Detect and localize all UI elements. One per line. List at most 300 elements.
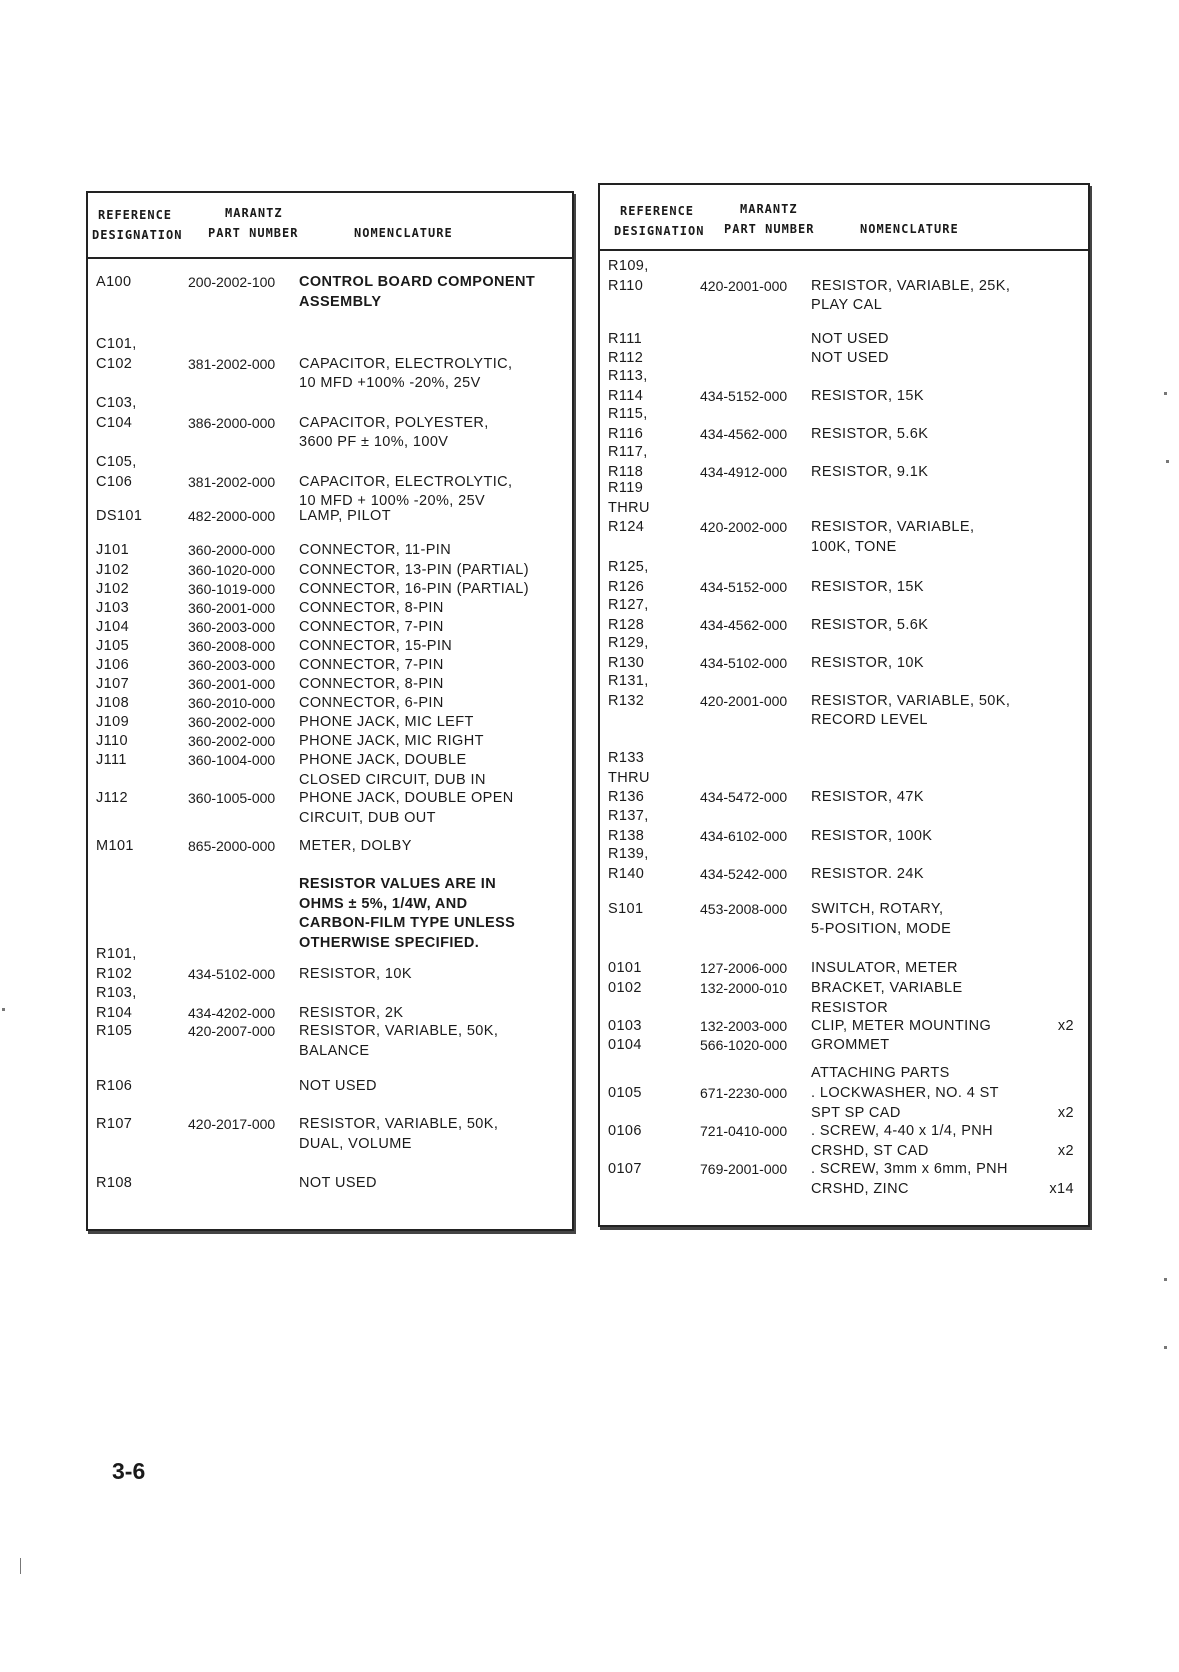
nomenclature-line: CONNECTOR, 7-PIN: [299, 619, 444, 635]
reference-designation: [608, 405, 648, 444]
part-number: 434-4562-000: [700, 425, 788, 442]
nomenclature-line: CONNECTOR, 13-PIN (PARTIAL): [299, 562, 529, 578]
nomenclature-line: RESISTOR VALUES ARE IN: [299, 876, 497, 892]
part-number: 420-2001-000: [700, 277, 788, 294]
nomenclature-line: CARBON-FILM TYPE UNLESS: [299, 915, 516, 931]
reference-designation: [608, 900, 643, 920]
nomenclature-line: 5-POSITION, MODE: [811, 920, 952, 937]
scan-speck: [20, 1558, 21, 1574]
part-number: 420-2002-000: [700, 519, 788, 535]
nomenclature: [299, 751, 486, 790]
nomenclature: [811, 1036, 890, 1056]
reference-line: R118: [608, 463, 644, 480]
reference-designation: [608, 1036, 642, 1056]
reference-line: C103,: [96, 395, 137, 411]
reference-line: 0106: [608, 1123, 642, 1139]
part-number: 420-2007-000: [188, 1023, 276, 1039]
reference-line: R126: [608, 578, 645, 595]
nomenclature-line: RESISTOR, VARIABLE, 50K,: [811, 692, 1011, 709]
reference-line: 0101: [608, 960, 642, 976]
reference-line: J106: [96, 657, 130, 673]
nomenclature: [299, 789, 514, 828]
nomenclature-line: RESISTOR, VARIABLE, 50K,: [299, 1116, 499, 1132]
nomenclature-line: PHONE JACK, DOUBLE OPEN: [299, 790, 514, 806]
nomenclature: [811, 349, 889, 369]
reference-designation: [608, 443, 648, 482]
part-number: 200-2002-100: [188, 274, 276, 290]
part-number: 360-2003-000: [188, 619, 276, 635]
reference-line: R114: [608, 387, 644, 404]
nomenclature: [811, 827, 932, 847]
reference-designation: [96, 713, 129, 733]
reference-designation: [608, 367, 648, 406]
reference-designation: [96, 599, 129, 619]
reference-designation: [608, 1122, 642, 1142]
nomenclature-line: CAPACITOR, ELECTROLYTIC,: [299, 355, 513, 372]
reference-line: M101: [96, 838, 134, 854]
reference-designation: [608, 1017, 642, 1037]
nomenclature-line: CONNECTOR, 11-PIN: [299, 542, 452, 558]
nomenclature-line: RESISTOR, 2K: [299, 1004, 404, 1021]
reference-designation: [608, 349, 643, 369]
part-number: 434-4562-000: [700, 616, 788, 633]
nomenclature-line: BRACKET, VARIABLE: [811, 980, 963, 996]
reference-line: C105,: [96, 454, 137, 470]
reference-line: J105: [96, 638, 130, 654]
header-nomenclature: NOMENCLATURE: [860, 222, 959, 236]
header-part-line1: MARANTZ: [740, 202, 798, 216]
nomenclature-line: OTHERWISE SPECIFIED.: [299, 934, 480, 951]
nomenclature-line: CAPACITOR, POLYESTER,: [299, 414, 489, 431]
reference-designation: [96, 541, 129, 561]
nomenclature: [299, 618, 444, 638]
nomenclature: [811, 425, 928, 445]
reference-line: R130: [608, 654, 645, 671]
reference-line: 0104: [608, 1037, 642, 1053]
nomenclature-line: INSULATOR, METER: [811, 960, 958, 976]
reference-line: R108: [96, 1175, 133, 1191]
quantity: x14: [1049, 1180, 1074, 1197]
reference-designation: [608, 558, 649, 597]
nomenclature: [811, 1160, 1008, 1199]
nomenclature: [811, 692, 1010, 731]
reference-line: J102: [96, 562, 130, 578]
nomenclature-line: METER, DOLBY: [299, 838, 412, 854]
reference-line: C102: [96, 355, 133, 372]
nomenclature: [299, 694, 444, 714]
reference-designation: [96, 675, 129, 695]
nomenclature-line: BALANCE: [299, 1042, 370, 1059]
reference-line: R110: [608, 277, 644, 294]
reference-line: R109,: [608, 258, 649, 274]
nomenclature: [299, 732, 484, 752]
reference-line: THRU: [608, 499, 650, 516]
reference-line: R137,: [608, 808, 649, 824]
reference-line: R125,: [608, 559, 649, 575]
reference-designation: [96, 1022, 132, 1042]
nomenclature-line: CIRCUIT, DUB OUT: [299, 809, 436, 826]
part-number: 482-2000-000: [188, 508, 276, 524]
reference-designation: [96, 837, 134, 857]
part-number: 453-2008-000: [700, 901, 788, 917]
nomenclature: [299, 656, 444, 676]
part-number: 360-2003-000: [188, 657, 276, 673]
reference-line: R131,: [608, 673, 649, 689]
part-number: 381-2002-000: [188, 473, 276, 490]
nomenclature-line: 100K, TONE: [811, 538, 897, 555]
reference-line: THRU: [608, 769, 650, 786]
nomenclature: [811, 1064, 950, 1084]
nomenclature-line: NOT USED: [811, 350, 889, 366]
reference-line: 0103: [608, 1018, 642, 1034]
nomenclature-line: RESISTOR, 47K: [811, 789, 924, 805]
reference-designation: [96, 335, 137, 374]
reference-designation: [96, 751, 127, 771]
table-header: [88, 193, 572, 259]
part-number: 360-2008-000: [188, 638, 276, 654]
reference-line: S101: [608, 901, 644, 917]
reference-designation: [96, 561, 129, 581]
reference-designation: [96, 1077, 132, 1097]
reference-designation: [96, 618, 129, 638]
header-reference-line1: REFERENCE: [98, 208, 173, 222]
reference-line: R124: [608, 519, 645, 535]
nomenclature-line: CONNECTOR, 8-PIN: [299, 600, 444, 616]
table-body: [600, 249, 1088, 1225]
nomenclature: [811, 616, 928, 636]
nomenclature-line: CONTROL BOARD COMPONENT: [299, 274, 536, 290]
reference-designation: [96, 789, 128, 809]
reference-designation: [608, 807, 649, 846]
reference-designation: [96, 453, 137, 492]
reference-line: R136: [608, 789, 645, 805]
nomenclature: [811, 865, 924, 885]
reference-line: 0107: [608, 1161, 642, 1177]
part-number: 360-2001-000: [188, 600, 276, 616]
reference-line: R104: [96, 1004, 133, 1021]
nomenclature: [811, 387, 924, 407]
nomenclature-line: NOT USED: [811, 331, 889, 347]
reference-designation: [96, 273, 131, 293]
part-number: 434-5472-000: [700, 789, 788, 805]
nomenclature: [299, 1174, 377, 1194]
part-number: 865-2000-000: [188, 838, 276, 854]
nomenclature: [299, 837, 412, 857]
reference-designation: [608, 979, 642, 999]
scan-speck: [1164, 1346, 1167, 1349]
nomenclature-line: ASSEMBLY: [299, 293, 382, 310]
nomenclature: [811, 277, 1010, 316]
header-part-line2: PART NUMBER: [208, 226, 299, 240]
nomenclature: [299, 637, 452, 657]
nomenclature-line: CONNECTOR, 8-PIN: [299, 676, 444, 692]
reference-designation: [96, 580, 129, 600]
nomenclature-line: RESISTOR, VARIABLE, 25K,: [811, 277, 1011, 294]
part-number: 127-2006-000: [700, 960, 788, 976]
nomenclature-line: PHONE JACK, DOUBLE: [299, 752, 467, 768]
nomenclature-line: CONNECTOR, 7-PIN: [299, 657, 444, 673]
reference-designation: [96, 1115, 132, 1135]
nomenclature-line: LAMP, PILOT: [299, 508, 391, 524]
nomenclature: [811, 1017, 991, 1037]
nomenclature: [811, 900, 951, 939]
nomenclature: [299, 1115, 498, 1154]
part-number: 360-1019-000: [188, 581, 276, 597]
reference-designation: [608, 845, 649, 884]
header-part-line1: MARANTZ: [225, 206, 283, 220]
reference-line: R116: [608, 425, 644, 442]
reference-line: R128: [608, 616, 645, 633]
reference-line: J103: [96, 600, 130, 616]
part-number: 360-2002-000: [188, 733, 276, 749]
nomenclature: [811, 1084, 999, 1123]
reference-designation: [608, 257, 649, 296]
table-header: [600, 185, 1088, 251]
part-number: 360-2000-000: [188, 542, 276, 558]
nomenclature: [811, 518, 974, 557]
reference-line: R113,: [608, 368, 648, 384]
reference-designation: [96, 694, 129, 714]
reference-designation: [96, 1174, 132, 1194]
nomenclature: [811, 463, 928, 483]
part-number: 721-0410-000: [700, 1123, 788, 1139]
nomenclature-line: PHONE JACK, MIC LEFT: [299, 714, 474, 730]
reference-line: DS101: [96, 508, 143, 524]
nomenclature-line: ATTACHING PARTS: [811, 1065, 950, 1081]
reference-designation: [608, 596, 649, 635]
reference-designation: [608, 959, 642, 979]
nomenclature: [299, 561, 529, 581]
nomenclature-line: CAPACITOR, ELECTROLYTIC,: [299, 473, 513, 490]
reference-line: R111: [608, 331, 643, 347]
reference-designation: [608, 634, 649, 673]
nomenclature: [299, 355, 512, 394]
parts-table-left: [86, 191, 574, 1231]
header-reference-line1: REFERENCE: [620, 204, 695, 218]
nomenclature: [299, 1004, 403, 1024]
nomenclature-line: . SCREW, 3mm x 6mm, PNH: [811, 1161, 1008, 1177]
reference-line: J110: [96, 733, 128, 749]
scan-speck: [2, 1008, 5, 1011]
reference-designation: [96, 656, 129, 676]
scan-speck: [1164, 392, 1167, 395]
reference-line: R139,: [608, 846, 649, 862]
part-number: 434-6102-000: [700, 827, 788, 844]
reference-line: J111: [96, 752, 127, 768]
nomenclature: [299, 675, 444, 695]
header-part-line2: PART NUMBER: [724, 222, 815, 236]
part-number: 434-4202-000: [188, 1004, 276, 1021]
nomenclature: [299, 541, 451, 561]
nomenclature-line: CLIP, METER MOUNTING: [811, 1018, 992, 1034]
reference-designation: [608, 1084, 642, 1104]
nomenclature-line: OHMS ± 5%, 1/4W, AND: [299, 895, 468, 912]
part-number: 566-1020-000: [700, 1037, 788, 1053]
part-number: 434-5152-000: [700, 578, 788, 595]
nomenclature: [299, 1077, 377, 1097]
reference-line: R105: [96, 1023, 133, 1039]
part-number: 434-5102-000: [188, 965, 276, 982]
nomenclature: [299, 273, 535, 312]
part-number: 434-5102-000: [700, 654, 788, 671]
reference-designation: [96, 732, 128, 752]
nomenclature-line: CONNECTOR, 16-PIN (PARTIAL): [299, 581, 529, 597]
reference-line: J104: [96, 619, 130, 635]
reference-designation: [96, 637, 129, 657]
reference-line: R107: [96, 1116, 133, 1132]
nomenclature: [811, 788, 924, 808]
part-number: 420-2017-000: [188, 1116, 276, 1132]
nomenclature-line: RESISTOR, 15K: [811, 387, 924, 404]
nomenclature-line: RESISTOR, VARIABLE,: [811, 519, 975, 535]
reference-line: C106: [96, 473, 133, 490]
nomenclature-line: RESISTOR, 15K: [811, 578, 924, 595]
part-number: 434-5242-000: [700, 865, 788, 882]
nomenclature-line: CRSHD, ZINC: [811, 1180, 909, 1197]
nomenclature: [299, 965, 412, 985]
nomenclature-line: . SCREW, 4-40 x 1/4, PNH: [811, 1123, 994, 1139]
nomenclature: [299, 875, 515, 953]
nomenclature-line: RESISTOR, 5.6K: [811, 616, 929, 633]
nomenclature: [299, 1022, 498, 1061]
nomenclature: [811, 330, 889, 350]
nomenclature: [811, 654, 924, 674]
nomenclature-line: RESISTOR. 24K: [811, 865, 924, 882]
reference-line: R101,: [96, 946, 137, 962]
reference-line: J112: [96, 790, 128, 806]
nomenclature-line: CONNECTOR, 6-PIN: [299, 695, 444, 711]
nomenclature-line: CRSHD, ST CAD: [811, 1142, 929, 1159]
nomenclature-line: RESISTOR: [811, 999, 889, 1016]
nomenclature-line: 10 MFD + 100% -20%, 25V: [299, 493, 486, 509]
header-reference-line2: DESIGNATION: [614, 224, 705, 238]
reference-line: R112: [608, 350, 644, 366]
part-number: 434-4912-000: [700, 463, 788, 480]
reference-line: J109: [96, 714, 130, 730]
reference-line: R127,: [608, 597, 649, 613]
nomenclature-line: . LOCKWASHER, NO. 4 ST: [811, 1085, 999, 1101]
reference-designation: [96, 394, 137, 433]
reference-line: A100: [96, 274, 132, 290]
nomenclature-line: RESISTOR, VARIABLE, 50K,: [299, 1023, 499, 1039]
part-number: 434-5152-000: [700, 387, 788, 404]
part-number: 360-1020-000: [188, 562, 276, 578]
nomenclature-line: SWITCH, ROTARY,: [811, 901, 944, 917]
nomenclature-line: RESISTOR, 10K: [299, 965, 412, 982]
reference-line: R119: [608, 480, 644, 496]
reference-designation: [96, 945, 137, 984]
quantity: x2: [1057, 1104, 1074, 1121]
nomenclature: [299, 473, 512, 512]
part-number: 420-2001-000: [700, 692, 788, 709]
nomenclature-line: 10 MFD +100% -20%, 25V: [299, 375, 481, 391]
nomenclature: [299, 599, 444, 619]
reference-line: J108: [96, 695, 130, 711]
reference-line: C101,: [96, 336, 137, 352]
reference-line: J102: [96, 581, 130, 597]
nomenclature-line: RESISTOR, 100K: [811, 827, 933, 844]
nomenclature-line: PHONE JACK, MIC RIGHT: [299, 733, 484, 749]
nomenclature-line: PLAY CAL: [811, 297, 883, 313]
part-number: 381-2002-000: [188, 355, 276, 372]
nomenclature-line: RESISTOR, 10K: [811, 654, 924, 671]
reference-line: C104: [96, 414, 133, 431]
nomenclature: [811, 979, 963, 1018]
quantity: x2: [1057, 1142, 1074, 1159]
part-number: 132-2000-010: [700, 980, 788, 996]
page-number: 3-6: [112, 1458, 146, 1484]
nomenclature-line: CLOSED CIRCUIT, DUB IN: [299, 771, 486, 788]
reference-designation: [96, 984, 137, 1023]
part-number: 769-2001-000: [700, 1161, 788, 1177]
part-number: 132-2003-000: [700, 1018, 788, 1034]
reference-line: J101: [96, 542, 130, 558]
nomenclature: [811, 578, 924, 598]
header-reference-line2: DESIGNATION: [92, 228, 183, 242]
reference-line: R115,: [608, 406, 648, 422]
reference-line: R117,: [608, 444, 648, 460]
reference-line: J107: [96, 676, 130, 692]
nomenclature-line: RESISTOR, 5.6K: [811, 425, 929, 442]
part-number: 360-2010-000: [188, 695, 276, 711]
reference-line: R129,: [608, 635, 649, 651]
parts-table-right: [598, 183, 1090, 1227]
reference-line: R133: [608, 750, 645, 766]
part-number: 360-1004-000: [188, 752, 276, 768]
part-number: 386-2000-000: [188, 414, 276, 431]
part-number: 360-2001-000: [188, 676, 276, 692]
scan-speck: [1166, 460, 1169, 463]
nomenclature: [299, 580, 529, 600]
nomenclature: [811, 959, 958, 979]
table-body: [88, 257, 572, 1229]
nomenclature: [299, 713, 474, 733]
reference-designation: [608, 330, 642, 350]
nomenclature: [299, 507, 391, 527]
nomenclature-line: DUAL, VOLUME: [299, 1135, 412, 1152]
reference-line: R138: [608, 827, 645, 844]
nomenclature: [299, 414, 489, 453]
reference-line: R106: [96, 1078, 133, 1094]
reference-line: 0105: [608, 1085, 642, 1101]
scan-speck: [1164, 1278, 1167, 1281]
nomenclature-line: 3600 PF ± 10%, 100V: [299, 434, 449, 450]
reference-designation: [608, 479, 650, 538]
nomenclature-line: GROMMET: [811, 1037, 890, 1053]
reference-line: R102: [96, 965, 133, 982]
part-number: 671-2230-000: [700, 1085, 788, 1101]
nomenclature-line: NOT USED: [299, 1078, 377, 1094]
nomenclature-line: SPT SP CAD: [811, 1104, 901, 1121]
reference-designation: [608, 1160, 642, 1180]
part-number: 360-1005-000: [188, 790, 276, 806]
nomenclature-line: RECORD LEVEL: [811, 712, 928, 728]
nomenclature-line: CONNECTOR, 15-PIN: [299, 638, 453, 654]
part-number: 360-2002-000: [188, 714, 276, 730]
reference-designation: [608, 672, 649, 711]
nomenclature-line: RESISTOR, 9.1K: [811, 463, 929, 480]
reference-designation: [96, 507, 142, 527]
nomenclature-line: NOT USED: [299, 1175, 377, 1191]
quantity: x2: [1057, 1018, 1074, 1034]
reference-line: R103,: [96, 985, 137, 1001]
reference-line: R140: [608, 865, 645, 882]
header-nomenclature: NOMENCLATURE: [354, 226, 453, 240]
reference-designation: [608, 749, 650, 808]
reference-line: 0102: [608, 980, 642, 996]
nomenclature: [811, 1122, 993, 1161]
reference-line: R132: [608, 692, 645, 709]
